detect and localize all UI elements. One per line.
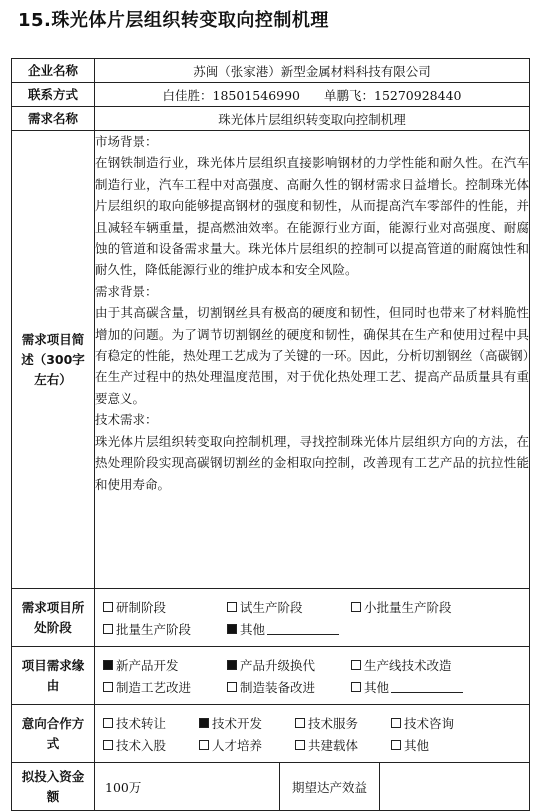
checkbox-icon[interactable] bbox=[103, 624, 113, 634]
need-name-label: 需求名称 bbox=[12, 107, 95, 131]
checkbox-icon[interactable] bbox=[103, 740, 113, 750]
checkbox-icon[interactable] bbox=[351, 602, 361, 612]
investment-label: 拟投入资金额 bbox=[12, 763, 95, 811]
description-row bbox=[12, 131, 530, 589]
company-row bbox=[12, 59, 530, 83]
description-body bbox=[95, 131, 530, 589]
reason-label: 项目需求缘由 bbox=[12, 647, 95, 705]
reason-option-equipment[interactable]: 制造装备改进 bbox=[227, 678, 337, 696]
checkbox-icon[interactable] bbox=[227, 682, 237, 692]
checkbox-icon[interactable] bbox=[103, 682, 113, 692]
checkbox-icon[interactable] bbox=[351, 682, 361, 692]
checkbox-icon[interactable] bbox=[351, 660, 361, 670]
checked-checkbox-icon[interactable] bbox=[199, 718, 209, 728]
reason-row bbox=[12, 647, 530, 705]
coop-option-service[interactable]: 技术服务 bbox=[295, 714, 377, 732]
stage-option-trial[interactable]: 试生产阶段 bbox=[227, 598, 337, 616]
contact-value bbox=[95, 83, 530, 107]
description-paragraph-market: 在钢铁制造行业，珠光体片层组织直接影响钢材的力学性能和耐久性。在汽车制造行业，汽车工程中对高强度、高耐久性的钢材需求日益增长。控制珠光体片层组织的取向能够提高钢材的强度和韧性，从而提高汽车零部件的性能，并且减轻车辆重量，提高燃油效率。在能源行业方面，能源行业对高强度、耐腐蚀的管道和设备需求量大。珠光体片层组织的控制可以提高管道的耐腐蚀性和耐久性，降低能源行业的维护成本和安全风险。 bbox=[95, 155, 530, 278]
reason-options bbox=[95, 647, 530, 705]
benefit-value bbox=[380, 763, 530, 811]
cooperation-label: 意向合作方式 bbox=[12, 705, 95, 763]
other-blank-line[interactable] bbox=[391, 680, 463, 693]
stage-option-batch[interactable]: 批量生产阶段 bbox=[103, 620, 213, 638]
investment-value: 100万 bbox=[95, 763, 280, 811]
checked-checkbox-icon[interactable] bbox=[227, 624, 237, 634]
contact-label: 联系方式 bbox=[12, 83, 95, 107]
benefit-label: 期望达产效益 bbox=[280, 763, 380, 811]
description-heading-market: 市场背景： bbox=[95, 134, 158, 149]
reason-option-process[interactable]: 制造工艺改进 bbox=[103, 678, 213, 696]
checked-checkbox-icon[interactable] bbox=[103, 660, 113, 670]
other-blank-line[interactable] bbox=[267, 622, 339, 635]
description-heading-need: 需求背景： bbox=[95, 283, 158, 299]
company-value: 苏闽（张家港）新型金属材料科技有限公司 bbox=[95, 59, 530, 83]
coop-option-transfer[interactable]: 技术转让 bbox=[103, 714, 185, 732]
description-label: 需求项目简述（300字左右） bbox=[12, 131, 95, 589]
coop-option-develop[interactable]: 技术开发 bbox=[199, 714, 281, 732]
checkbox-icon[interactable] bbox=[295, 740, 305, 750]
checked-checkbox-icon[interactable] bbox=[227, 660, 237, 670]
reason-option-upgrade[interactable]: 产品升级换代 bbox=[227, 656, 337, 674]
stage-option-dev[interactable]: 研制阶段 bbox=[103, 598, 213, 616]
contact-person-2: 单鹏飞：15270928440 bbox=[324, 87, 462, 103]
coop-option-carrier[interactable]: 共建载体 bbox=[295, 736, 377, 754]
need-name-value: 珠光体片层组织转变取向控制机理 bbox=[95, 107, 530, 131]
reason-option-other[interactable]: 其他 bbox=[351, 678, 463, 696]
stage-option-other[interactable]: 其他 bbox=[227, 620, 339, 638]
checkbox-icon[interactable] bbox=[391, 740, 401, 750]
reason-option-new-product[interactable]: 新产品开发 bbox=[103, 656, 213, 674]
stage-row bbox=[12, 589, 530, 647]
cooperation-options bbox=[95, 705, 530, 763]
need-name-row bbox=[12, 107, 530, 131]
checkbox-icon[interactable] bbox=[103, 602, 113, 612]
coop-option-consult[interactable]: 技术咨询 bbox=[391, 714, 454, 732]
requirement-form bbox=[11, 58, 530, 811]
stage-label: 需求项目所处阶段 bbox=[12, 589, 95, 647]
description-paragraph-tech: 珠光体片层组织转变取向控制机理，寻找控制珠光体片层组织方向的方法，在热处理阶段实现高碳钢切割丝的金相取向控制，改善现有工艺产品的抗拉性能和使用寿命。 bbox=[95, 433, 530, 492]
company-label: 企业名称 bbox=[12, 59, 95, 83]
coop-option-talent[interactable]: 人才培养 bbox=[199, 736, 281, 754]
description-heading-tech: 技术需求： bbox=[95, 412, 158, 428]
coop-option-other[interactable]: 其他 bbox=[391, 736, 429, 754]
stage-options bbox=[95, 589, 530, 647]
contact-person-1: 白佳胜：18501546990 bbox=[162, 87, 301, 103]
checkbox-icon[interactable] bbox=[199, 740, 209, 750]
cooperation-row bbox=[12, 705, 530, 763]
checkbox-icon[interactable] bbox=[391, 718, 401, 728]
investment-row bbox=[12, 763, 530, 811]
reason-option-line-upgrade[interactable]: 生产线技术改造 bbox=[351, 656, 452, 674]
coop-option-equity[interactable]: 技术入股 bbox=[103, 736, 185, 754]
description-paragraph-need: 由于其高碳含量，切割钢丝具有极高的硬度和韧性，但同时也带来了材料脆性增加的问题。为了调节切割钢丝的硬度和韧性，确保其在生产和使用过程中具有稳定的性能，热处理工艺成为了关键的一环。因此，分析切割钢丝（高碳钢）在生产过程中的热处理温度范围，对于优化热处理工艺、提高产品质量具有重要意义。 bbox=[95, 305, 530, 406]
checkbox-icon[interactable] bbox=[295, 718, 305, 728]
checkbox-icon[interactable] bbox=[227, 602, 237, 612]
contact-row bbox=[12, 83, 530, 107]
stage-option-small-batch[interactable]: 小批量生产阶段 bbox=[351, 598, 452, 616]
page-title: 15.珠光体片层组织转变取向控制机理 bbox=[18, 10, 329, 31]
checkbox-icon[interactable] bbox=[103, 718, 113, 728]
